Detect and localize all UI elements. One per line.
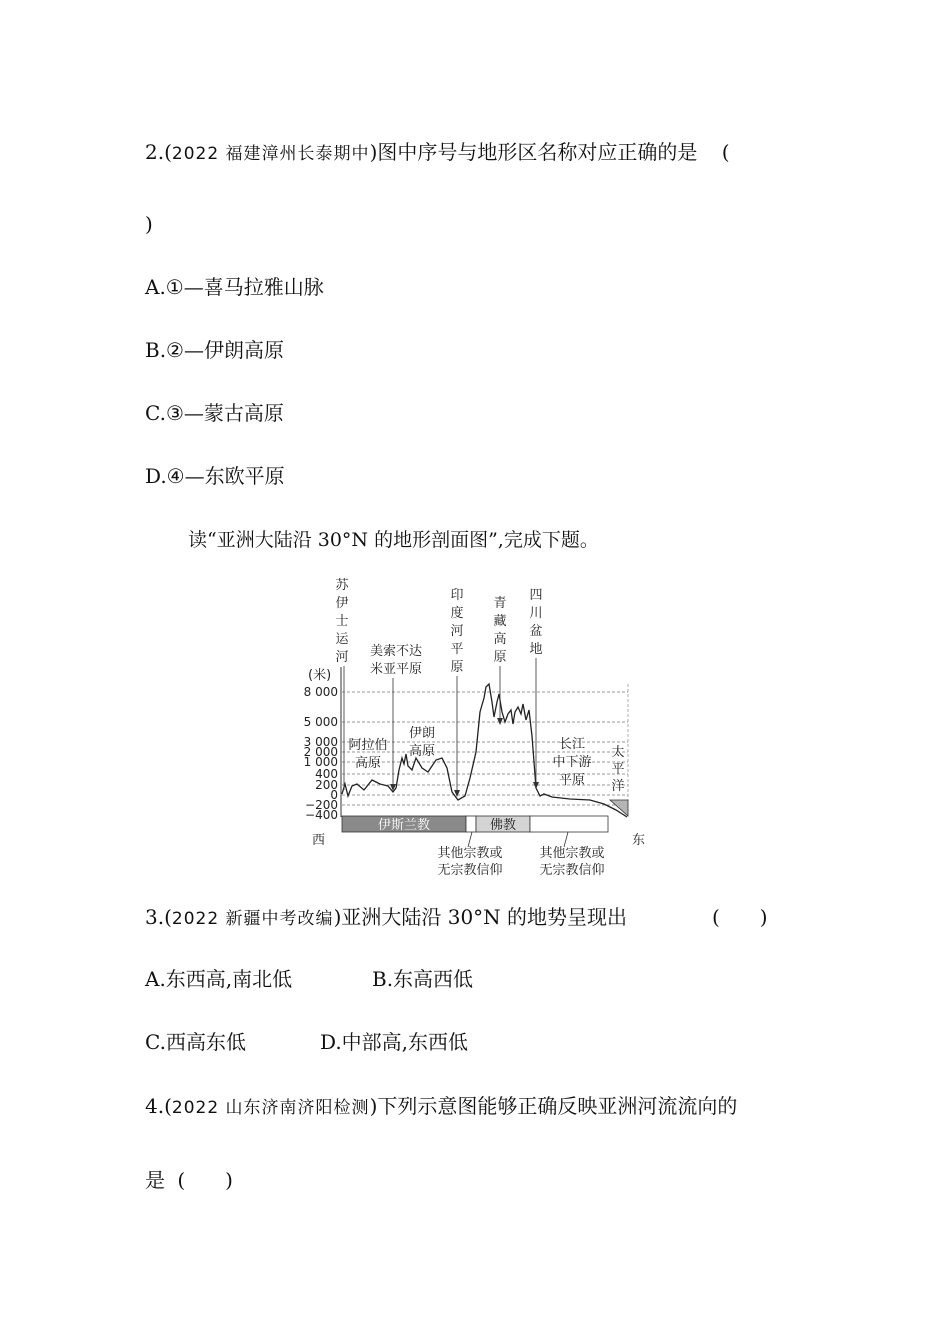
y-tick: 8 000	[303, 685, 338, 699]
q3-option-a: A.东西高,南北低	[145, 967, 293, 991]
q2-stem: 2.(2022 福建漳州长泰期中)图中序号与地形区名称对应正确的是 (	[145, 140, 730, 164]
y-tick: 1 000	[303, 755, 338, 769]
q4-stem-cont: 是 ( )	[145, 1168, 233, 1192]
y-tick: 3 000	[303, 735, 338, 749]
svg-text:四: 四	[529, 588, 543, 603]
y-tick: 400	[315, 767, 338, 781]
svg-text:青: 青	[493, 596, 507, 611]
religion-bar	[342, 816, 608, 833]
svg-text:苏: 苏	[335, 578, 349, 593]
other-religion-label-1: 其他宗教或	[437, 846, 503, 861]
q4-stem: 4.(2022 山东济南济阳检测)下列示意图能够正确反映亚洲河流流向的	[145, 1094, 738, 1118]
svg-text:原: 原	[493, 650, 507, 665]
q4-blank: ( )	[177, 1168, 233, 1192]
pacific-label: 太	[611, 745, 625, 760]
q3-option-d: D.中部高,东西低	[320, 1030, 469, 1054]
svg-text:伊: 伊	[335, 596, 349, 611]
religion-other-1	[466, 816, 476, 832]
svg-text:印: 印	[450, 588, 464, 603]
svg-text:川: 川	[529, 606, 543, 621]
mesopotamia-label-2: 米亚平原	[369, 662, 423, 677]
svg-text:平: 平	[450, 642, 464, 657]
indus-plain-label	[450, 588, 463, 675]
y-tick: −400	[305, 808, 338, 822]
y-tick: 5 000	[303, 715, 338, 729]
mesopotamia-label: 美索不达	[369, 644, 423, 659]
y-tick: 2 000	[303, 745, 338, 759]
leader-line	[564, 832, 568, 847]
arrow-head	[497, 718, 503, 725]
figure-intro: 读“亚洲大陆沿 30°N 的地形剖面图”,完成下题。	[188, 529, 599, 551]
q2-option-b: B.②—伊朗高原	[145, 338, 284, 362]
pacific-label-3: 洋	[611, 779, 625, 794]
islam-label: 伊斯兰教	[377, 818, 431, 833]
other-religion-label-2b: 无宗教信仰	[539, 863, 605, 878]
svg-text:运: 运	[335, 632, 349, 647]
svg-text:地: 地	[529, 642, 543, 657]
tibet-plateau-label	[493, 595, 506, 665]
svg-text:原: 原	[450, 660, 464, 675]
q2-option-c: C.③—蒙古高原	[145, 401, 284, 425]
iran-label: 伊朗	[408, 726, 436, 741]
q2-blank-close: )	[145, 212, 153, 236]
y-tick: −200	[305, 798, 338, 812]
arrow-head	[533, 782, 539, 789]
other-religion-label-2: 其他宗教或	[539, 846, 605, 861]
q2-blank-open: (	[721, 140, 730, 164]
svg-text:河: 河	[335, 650, 349, 665]
suez-canal-label	[335, 577, 349, 665]
pacific-label-2: 平	[611, 762, 625, 777]
y-axis-unit: (米)	[308, 668, 332, 683]
svg-text:河: 河	[450, 624, 464, 639]
east-label: 东	[632, 833, 646, 848]
y-ticks	[304, 685, 338, 822]
svg-text:藏: 藏	[493, 614, 507, 629]
q3-source: 2022 新疆中考改编	[171, 909, 334, 929]
svg-text:度: 度	[450, 606, 464, 621]
q2-option-d: D.④—东欧平原	[145, 464, 285, 488]
sichuan-basin-label	[529, 588, 542, 657]
arabia-label: 阿拉伯	[348, 738, 388, 753]
svg-text:高: 高	[493, 632, 507, 647]
q3-stem: 3.(2022 新疆中考改编)亚洲大陆沿 30°N 的地势呈现出	[145, 905, 628, 929]
q3-option-b: B.东高西低	[372, 967, 474, 991]
svg-text:士: 士	[335, 614, 349, 629]
west-label: 西	[312, 833, 326, 848]
y-tick: 200	[315, 778, 338, 792]
q2-source: 2022 福建漳州长泰期中	[171, 144, 370, 164]
svg-text:盆: 盆	[529, 624, 543, 639]
terrain-profile-figure	[300, 572, 660, 882]
leader-line	[468, 832, 472, 847]
q3-option-c: C.西高东低	[145, 1030, 246, 1054]
q2-option-a: A.①—喜马拉雅山脉	[145, 275, 324, 299]
y-tick: 0	[330, 788, 338, 802]
buddhism-label: 佛教	[489, 818, 517, 833]
yangtze-label-3: 平原	[558, 773, 586, 788]
yangtze-label: 长江	[558, 737, 586, 752]
other-religion-label-1b: 无宗教信仰	[437, 863, 503, 878]
religion-other-2	[530, 816, 608, 832]
arabia-label-2: 高原	[354, 756, 382, 771]
q3-blank: ( )	[712, 905, 768, 929]
q4-source: 2022 山东济南济阳检测	[171, 1098, 370, 1118]
yangtze-label-2: 中下游	[552, 755, 592, 770]
iran-label-2: 高原	[408, 744, 436, 759]
